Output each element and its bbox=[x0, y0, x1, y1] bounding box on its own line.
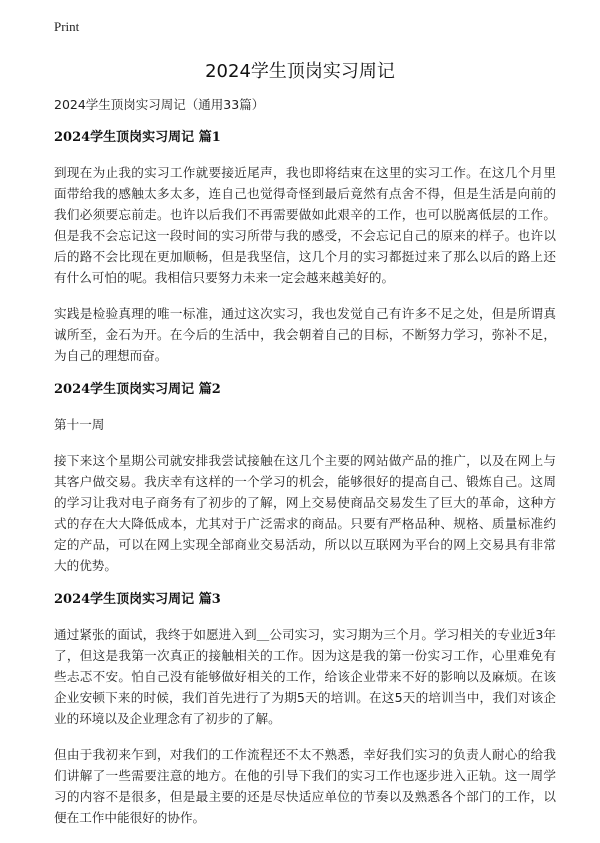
paragraph: 接下来这个星期公司就安排我尝试接触在这几个主要的网站做产品的推广，以及在网上与其客户做交易。我庆幸有这样的一个学习的机会，能够很好的提高自己、锻炼自己。这周的学习让我对电子商务有了初步的了解，网上交易使商品交易发生了巨大的革命，这种方式的存在大大降低成本，尤其对于广泛需求的商品。只要有严格品种、规格、质量标准约定的产品，可以在网上实现全部商业交易活动，所以以互联网为平台的网上交易具有非常大的优势。 bbox=[54, 453, 556, 573]
paragraph: 到现在为止我的实习工作就要接近尾声，我也即将结束在这里的实习工作。在这几个月里面带给我的感触太多太多，连自己也觉得奇怪到最后竟然有点舍不得，但是生活是向前的我们必须要忘前走。也许以后我们不再需要做如此艰辛的工作，也可以脱离低层的工作。但是我不会忘记这一段时间的实习所带与我的感受，不会忘记自己的原来的样子。也许以后的路不会比现在更加顺畅，但是我坚信，这几个月的实习都挺过来了那么以后的路上还有什么可怕的呢。我相信只要努力未来一定会越来越美好的。 bbox=[54, 165, 556, 285]
paragraph: 实践是检验真理的唯一标准，通过这次实习，我也发觉自己有许多不足之处，但是所谓真诚所至，金石为开。在今后的生活中，我会朝着自己的目标，不断努力学习，弥补不足，为自己的理想而奋。 bbox=[54, 306, 556, 363]
print-link[interactable]: Print bbox=[54, 19, 80, 34]
page-title: 2024学生顶岗实习周记 bbox=[205, 61, 395, 82]
article-subtitle: 2024学生顶岗实习周记（通用33篇） bbox=[54, 97, 265, 112]
section-heading-1: 2024学生顶岗实习周记 篇1 bbox=[54, 130, 221, 145]
section-heading-3: 2024学生顶岗实习周记 篇3 bbox=[54, 592, 221, 607]
article-body bbox=[54, 96, 556, 843]
paragraph: 通过紧张的面试，我终于如愿进入到＿公司实习，实习期为三个月。学习相关的专业近3年了，但这是我第一次真正的接触相关的工作。因为这是我的第一份实习工作，心里难免有些忐忑不安。怕自己没有能够做好相关的工作，给该企业带来不好的影响以及麻烦。在该企业安顿下来的时候，我们首先进行了为期5天的培训。在这5天的培训当中，我们对该企业的环境以及企业理念有了初步的了解。 bbox=[54, 627, 556, 726]
section-heading-2: 2024学生顶岗实习周记 篇2 bbox=[54, 382, 221, 397]
paragraph: 但由于我初来乍到，对我们的工作流程还不太不熟悉，幸好我们实习的负责人耐心的给我们讲解了一些需要注意的地方。在他的引导下我们的实习工作也逐步进入正轨。这一周学习的内容不是很多，但是最主要的还是尽快适应单位的节奏以及熟悉各个部门的工作，以便在工作中能很好的协作。 bbox=[54, 747, 556, 825]
paragraph: 第十一周 bbox=[54, 417, 105, 432]
